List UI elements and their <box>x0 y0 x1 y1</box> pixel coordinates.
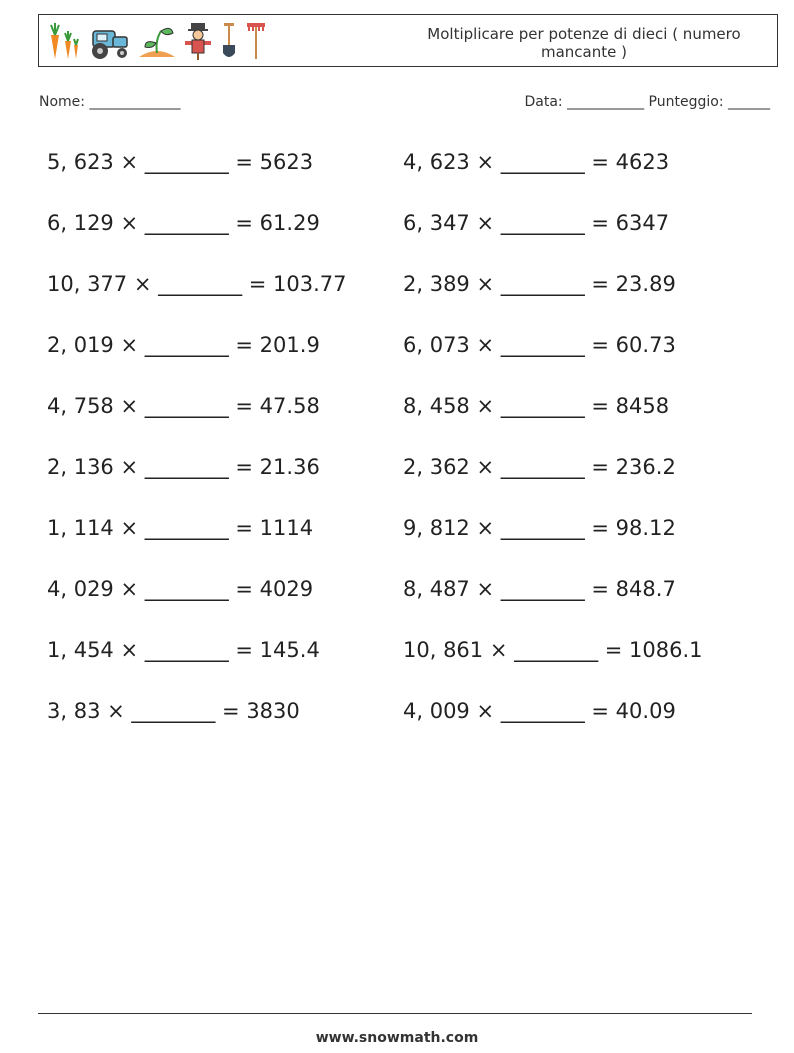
problem-left: 5, 623 × ________ = 5623 <box>47 150 314 174</box>
page-title: Moltiplicare per potenze di dieci ( numero mancante ) <box>427 25 741 61</box>
problem-left: 4, 758 × ________ = 47.58 <box>47 394 320 418</box>
problem-row <box>0 447 794 487</box>
problem-left: 1, 454 × ________ = 145.4 <box>47 638 320 662</box>
scarecrow-icon <box>183 21 213 61</box>
problem-row <box>0 691 794 731</box>
problem-left: 1, 114 × ________ = 1114 <box>47 516 314 540</box>
problem-right: 8, 458 × ________ = 8458 <box>403 394 670 418</box>
problem-left: 3, 83 × ________ = 3830 <box>47 699 300 723</box>
header-icons <box>45 19 267 63</box>
problem-right: 6, 073 × ________ = 60.73 <box>403 333 676 357</box>
problem-row <box>0 386 794 426</box>
problem-row <box>0 325 794 365</box>
name-field: Nome: _____________ <box>39 94 181 110</box>
problem-left: 10, 377 × ________ = 103.77 <box>47 272 347 296</box>
footer-divider <box>38 1013 752 1014</box>
footer-url: www.snowmath.com <box>315 1030 479 1046</box>
problem-row <box>0 569 794 609</box>
problem-row <box>0 142 794 182</box>
problem-left: 2, 019 × ________ = 201.9 <box>47 333 320 357</box>
problem-right: 9, 812 × ________ = 98.12 <box>403 516 676 540</box>
problem-row <box>0 508 794 548</box>
shovel-icon <box>219 21 239 61</box>
problem-left: 6, 129 × ________ = 61.29 <box>47 211 320 235</box>
problem-right: 2, 362 × ________ = 236.2 <box>403 455 676 479</box>
problem-row <box>0 630 794 670</box>
problem-row <box>0 264 794 304</box>
problem-right: 6, 347 × ________ = 6347 <box>403 211 670 235</box>
problem-right: 4, 009 × ________ = 40.09 <box>403 699 676 723</box>
problem-right: 2, 389 × ________ = 23.89 <box>403 272 676 296</box>
problem-right: 8, 487 × ________ = 848.7 <box>403 577 676 601</box>
problem-row <box>0 203 794 243</box>
problem-right: 4, 623 × ________ = 4623 <box>403 150 670 174</box>
rake-icon <box>245 21 267 61</box>
problem-left: 2, 136 × ________ = 21.36 <box>47 455 320 479</box>
problem-left: 4, 029 × ________ = 4029 <box>47 577 314 601</box>
sprout-icon <box>137 21 177 61</box>
date-score-field: Data: ___________ Punteggio: ______ <box>524 94 770 110</box>
worksheet-header <box>38 14 778 67</box>
tractor-icon <box>87 21 131 61</box>
problem-right: 10, 861 × ________ = 1086.1 <box>403 638 703 662</box>
carrots-icon <box>45 21 81 61</box>
